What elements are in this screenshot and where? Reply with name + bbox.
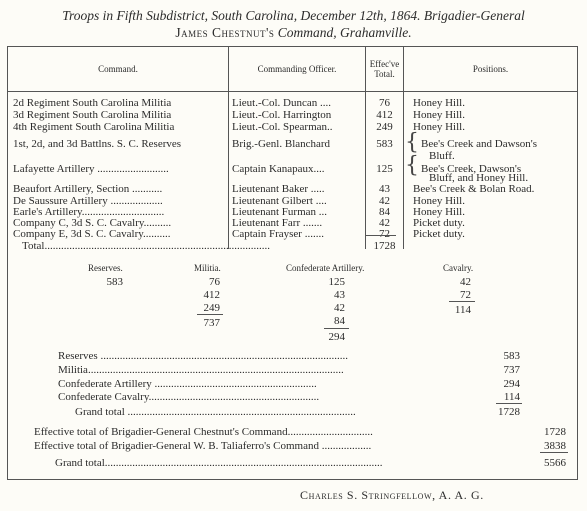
- summary-cavalry-value: 42: [460, 276, 471, 288]
- recap-label: Confederate Artillery ...........................................................: [58, 378, 317, 390]
- cell-position: Picket duty.: [413, 228, 465, 240]
- cell-position: Honey Hill.: [413, 97, 465, 109]
- cell-officer: Lieut.-Col. Harrington: [232, 109, 332, 121]
- cell-position: Bee's Creek & Bolan Road.: [413, 183, 535, 195]
- table-row: [8, 109, 577, 121]
- cell-effective: 249: [376, 121, 393, 133]
- summary-militia-total: 737: [203, 317, 220, 329]
- signature: Charles S. Stringfellow, A. A. G.: [300, 488, 484, 502]
- cell-command: Company E, 3d S. C. Cavalry..........: [13, 228, 171, 240]
- cell-command: Beaufort Artillery, Section ...........: [13, 183, 163, 195]
- cell-command: 3d Regiment South Carolina Militia: [13, 109, 172, 121]
- cell-officer: Lieutenant Furman ...: [232, 206, 328, 218]
- summary-cavalry-value: 72: [460, 289, 471, 301]
- cell-command: De Saussure Artillery ...................: [13, 195, 163, 207]
- cell-officer: Captain Frayser .......: [232, 228, 324, 240]
- summary-cavalry-total: 114: [454, 304, 471, 316]
- cell-officer: Lieutenant Gilbert ....: [232, 195, 327, 207]
- table-row: [8, 183, 577, 195]
- recap-grand-label: Grand total ...................................................................................: [75, 406, 356, 418]
- total-value: 1728: [373, 240, 396, 252]
- header-effective: [366, 47, 403, 91]
- cell-position: Honey Hill.: [413, 121, 465, 133]
- document-title: Troops in Fifth Subdistrict, South Carolina, December 12th, 1864. Brigadier-General: [62, 8, 525, 23]
- cell-effective: 72: [379, 228, 390, 240]
- effective-taliaferro-value: 3838: [544, 440, 566, 452]
- recap-label: Confederate Cavalry..............................................................: [58, 391, 320, 403]
- recap-label: Militia.............................................................................................: [58, 364, 344, 376]
- effective-grand-value: 5566: [544, 457, 566, 469]
- summary-header-reserves: Reserves.: [88, 263, 123, 273]
- total-label: Total..................................................................................: [22, 240, 270, 252]
- cell-position: Bee's Creek, Dawson's: [421, 163, 522, 175]
- recap-value: 737: [503, 364, 520, 376]
- cell-effective: 42: [379, 195, 390, 207]
- sum-rule: [496, 403, 522, 404]
- table-row: [8, 138, 577, 150]
- cell-command: 1st, 2d, and 3d Battlns. S. C. Reserves: [13, 138, 182, 150]
- summary-artillery-value: 84: [334, 315, 345, 327]
- summary-header-cavalry: Cavalry.: [443, 263, 474, 273]
- header-divider: [8, 91, 577, 92]
- brace-mark: {: [405, 153, 419, 178]
- cell-command: 2d Regiment South Carolina Militia: [13, 97, 172, 109]
- cell-effective: 84: [379, 206, 390, 218]
- table-row: [8, 228, 577, 240]
- effective-grand-label: Grand total.....................................................................................................: [55, 457, 383, 469]
- summary-militia-value: 76: [209, 276, 220, 288]
- cell-effective: 583: [376, 138, 393, 150]
- recap-value: 114: [503, 391, 520, 403]
- effective-chestnut-label: Effective total of Brigadier-General Chestnut's Command...............................: [34, 426, 373, 438]
- table-row-continuation: [8, 150, 577, 162]
- summary-militia-value: 412: [203, 289, 220, 301]
- summary-header-artillery: Confederate Artillery.: [286, 263, 365, 273]
- total-rule: [366, 235, 396, 236]
- recap-grand-value: 1728: [498, 406, 520, 418]
- cell-officer: Brig.-Genl. Blanchard: [232, 138, 331, 150]
- cell-command: 4th Regiment South Carolina Militia: [13, 121, 175, 133]
- cell-effective: 412: [376, 109, 393, 121]
- recap-value: 294: [503, 378, 520, 390]
- brace-mark: {: [405, 130, 419, 155]
- header-effective-line1: Effec've: [369, 59, 400, 69]
- cell-officer: Lieutenant Farr .......: [232, 217, 323, 229]
- cell-effective: 42: [379, 217, 390, 229]
- summary-header-militia: Militia.: [194, 263, 221, 273]
- sum-rule: [324, 328, 349, 329]
- cell-command: Lafayette Artillery ..........................: [13, 163, 169, 175]
- sum-rule: [540, 452, 568, 453]
- cell-position: Honey Hill.: [413, 109, 465, 121]
- sum-rule: [449, 301, 475, 302]
- header-positions: Positions.: [472, 64, 509, 74]
- summary-artillery-value: 42: [334, 302, 345, 314]
- recap-value: 583: [503, 350, 520, 362]
- cell-command: Earle's Artillery..............................: [13, 206, 165, 218]
- effective-taliaferro-label: Effective total of Brigadier-General W. B. Taliaferro's Command ..................: [34, 440, 372, 452]
- cell-officer: Lieutenant Baker .....: [232, 183, 325, 195]
- summary-militia-value: 249: [203, 302, 220, 314]
- summary-artillery-total: 294: [328, 331, 345, 343]
- cell-effective: 43: [379, 183, 390, 195]
- cell-officer: Lieut.-Col. Duncan ....: [232, 97, 331, 109]
- general-name: James Chestnut's: [175, 25, 275, 40]
- cell-position: Honey Hill.: [413, 206, 465, 218]
- effective-chestnut-value: 1728: [544, 426, 566, 438]
- header-command: Command.: [98, 64, 138, 74]
- sum-rule: [197, 314, 223, 315]
- cell-position: Bluff, and Honey Hill.: [429, 172, 529, 184]
- cell-officer: Captain Kanapaux....: [232, 163, 325, 175]
- cell-position: Bluff.: [429, 150, 455, 162]
- header-effective-line2: Total.: [374, 69, 395, 79]
- cell-position: Bee's Creek and Dawson's: [421, 138, 538, 150]
- cell-officer: Lieut.-Col. Spearman..: [232, 121, 333, 133]
- table-row: [8, 97, 577, 109]
- header-officer: Commanding Officer.: [257, 64, 337, 74]
- summary-artillery-value: 43: [334, 289, 345, 301]
- cell-position: Picket duty.: [413, 217, 465, 229]
- cell-effective: 76: [379, 97, 390, 109]
- recap-label: Reserves ..........................................................................................: [58, 350, 348, 362]
- cell-position: Honey Hill.: [413, 195, 465, 207]
- cell-command: Company C, 3d S. C. Cavalry..........: [13, 217, 172, 229]
- command-location: Command, Grahamville.: [277, 25, 412, 40]
- summary-artillery-value: 125: [328, 276, 345, 288]
- summary-reserves-value: 583: [106, 276, 123, 288]
- table-row: [8, 121, 577, 133]
- document-subtitle: [0, 25, 587, 41]
- cell-effective: 125: [376, 163, 393, 175]
- total-row: [8, 240, 577, 252]
